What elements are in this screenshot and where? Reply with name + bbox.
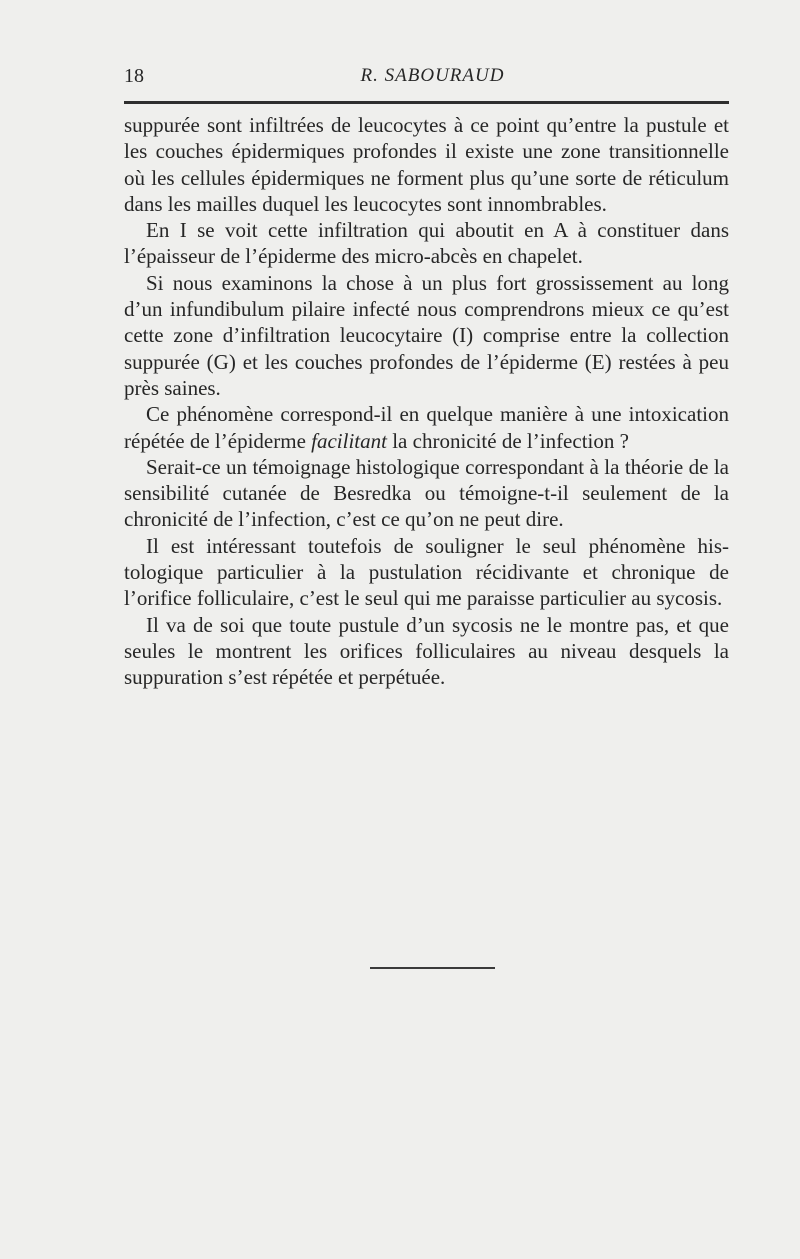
page-number: 18: [124, 65, 144, 87]
paragraph-4: [124, 401, 729, 454]
section-end-rule: [370, 967, 495, 969]
paragraph-5: Serait-ce un témoignage histologique correspondant à la théorie de la sensibilité cutanée de Besredka ou témoigne-t-il seulement de la chronicité de l’infection, c’est ce qu’on ne peut dire.: [124, 454, 729, 532]
running-title: R. SABOURAUD: [360, 65, 505, 86]
paragraph-4-end: la chronicité de l’infection ?: [386, 428, 629, 453]
paragraph-7: Il va de soi que toute pustule d’un sycosis ne le montre pas, et que seules le montrent les orifices folliculaires au niveau desquels la suppuration s’est répétée et perpétuée.: [124, 612, 729, 690]
emphasis-facilitant: facilitant: [311, 428, 387, 453]
paragraph-2: En I se voit cette infiltration qui aboutit en A à constituer dans l’épaisseur de l’épiderme des micro-abcès en chapelet.: [124, 218, 729, 269]
header-rule: [124, 101, 729, 104]
paragraph-6: Il est intéressant toutefois de souligner le seul phénomène histologique particulier à la pustulation récidivante et chronique de l’orifice folliculaire, c’est le seul qui me paraisse particulier au sycosis.: [124, 533, 729, 611]
body-text: [124, 112, 729, 691]
paragraph-3: Si nous examinons la chose à un plus fort grossissement au long d’un infundibulum pilaire infecté nous comprendrons mieux ce qu’est cette zone d’infiltration leucocytaire (I) comprise entre la collection suppurée (G) et les couches profondes de l’épiderme (E) restées à peu près saines.: [124, 270, 729, 400]
running-head: [124, 64, 729, 88]
paragraph-4-start: Ce phénomène correspond-il en quelque manière à une intoxication répétée de l’épiderme: [124, 402, 729, 453]
paragraph-1: suppurée sont infiltrées de leucocytes à ce point qu’entre la pustule et les couches épidermiques profondes il existe une zone transitionnelle où les cellules épidermiques ne forment plus qu’une sorte de réticulum dans les mailles duquel les leucocytes sont innombrables.: [124, 113, 729, 216]
